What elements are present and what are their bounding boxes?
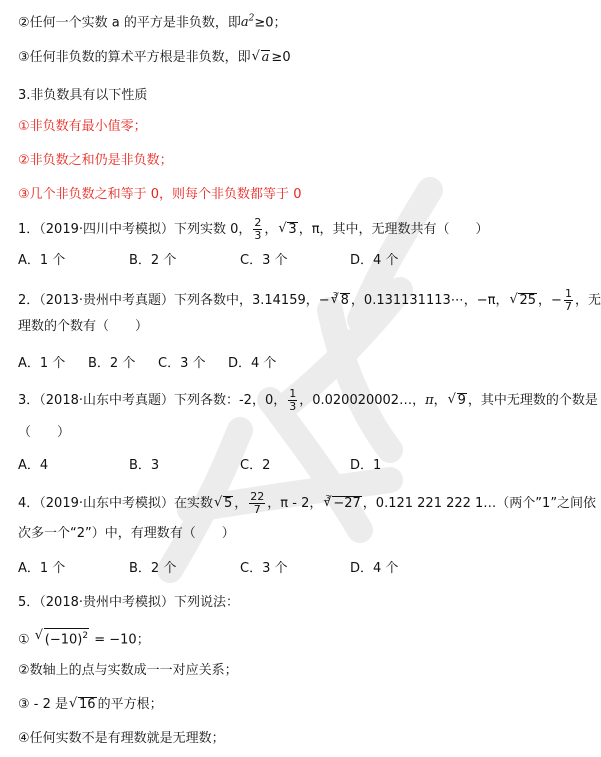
option-a[interactable]: A．4 — [18, 458, 49, 473]
stem-text: 1．（2019·四川中考模拟）下列实数 0， — [18, 222, 252, 237]
fraction: $\frac{22}{7}$ — [250, 490, 265, 516]
option-d[interactable]: D．4 个 — [350, 253, 399, 268]
option-b[interactable]: B．2 个 — [129, 253, 177, 268]
fraction: $\frac{2}{3}$ — [254, 216, 262, 242]
sqrt: √ 16 — [69, 696, 97, 714]
question-2-stem-cont: 理数的个数有（ ） — [18, 319, 149, 334]
property-3: ③几个非负数之和等于 0，则每个非负数都等于 0 — [18, 187, 302, 202]
sqrt: √ $(-10)^2$ — [35, 628, 89, 649]
section-heading: 3.非负数具有以下性质 — [18, 88, 148, 103]
stem-text: ，π，其中，无理数共有（ ） — [298, 222, 489, 237]
stem-text: 4．（2019·山东中考模拟）在实数 — [18, 496, 213, 511]
stem-text: ，0.121 221 222 1…（两个”1”之间依 — [362, 496, 597, 511]
option-a[interactable]: A．1 个 — [18, 356, 66, 371]
option-b[interactable]: B．2 个 — [88, 356, 136, 371]
question-2-stem — [18, 288, 601, 313]
sqrt: √ 9 — [448, 392, 467, 410]
question-5-stem: 5．（2018·贵州中考模拟）下列说法： — [18, 595, 239, 610]
line-text: ③任何非负数的算术平方根是非负数，即 — [18, 50, 251, 65]
option-c[interactable]: C．3 个 — [240, 561, 288, 576]
stem-text: ，− — [538, 293, 562, 308]
line-text: ≥0； — [254, 15, 287, 31]
statement-text: = −10； — [90, 632, 150, 648]
option-b[interactable]: B．3 — [129, 458, 160, 473]
question-3-stem-cont: （ ） — [18, 425, 71, 440]
question-4-stem-cont: 次多一个“2”）中，有理数有（ ） — [18, 526, 235, 541]
line-text: ②任何一个实数 a 的平方是非负数，即 — [18, 15, 241, 31]
statement-label: ① — [18, 632, 30, 648]
property-2: ②非负数之和仍是非负数； — [18, 153, 173, 168]
statement-text: 的平方根； — [97, 697, 163, 712]
stem-text: 3．（2018·山东中考真题）下列各数：-2，0， — [18, 393, 287, 408]
question-3-stem: 3．（2018·山东中考真题）下列各数：-2，0， $\frac{1}{3}$ ，0.020020002…，π，√ 9 ，其中无理数的个数是 — [18, 388, 598, 413]
sqrt: √ 3 — [278, 221, 297, 239]
property-1: ①非负数有最小值零； — [18, 119, 147, 134]
property-line-3 — [18, 49, 291, 67]
sqrt: √ 5 — [214, 495, 233, 513]
stem-text: ，0.131131113⋯，−π， — [350, 293, 509, 308]
statement-4: ④任何实数不是有理数就是无理数； — [18, 731, 225, 746]
option-b[interactable]: B．2 个 — [129, 561, 177, 576]
option-c[interactable]: C．3 个 — [240, 253, 288, 268]
pi-symbol: π — [425, 393, 434, 408]
question-4-stem: 4．（2019·山东中考模拟）在实数√ 5 ， $\frac{22}{7}$ ，π - 2， √ 3 −27 ，0.121 221 222 1…（两个”1”之间依 — [18, 491, 596, 516]
stem-text: ，π - 2， — [267, 496, 323, 511]
statement-3 — [18, 696, 163, 714]
option-d[interactable]: D．1 — [350, 458, 382, 473]
fraction: $\frac{1}{7}$ — [564, 287, 572, 313]
statement-2: ②数轴上的点与实数成一一对应关系； — [18, 663, 238, 678]
sqrt: √ 25 — [509, 292, 537, 310]
cube-root: √ 3 −27 — [323, 495, 361, 513]
question-1-stem: 1．（2019·四川中考模拟）下列实数 0， $\frac{2}{3}$ ，√ 3 ，π，其中，无理数共有（ ） — [18, 217, 489, 242]
option-a[interactable]: A．1 个 — [18, 253, 66, 268]
sqrt-a: √ a — [252, 49, 271, 67]
stem-text: ，无 — [574, 293, 601, 308]
option-d[interactable]: D．4 个 — [350, 561, 399, 576]
stem-text: 2．（2013·贵州中考真题）下列各数中，3.14159，− — [18, 293, 330, 308]
statement-text: ③ - 2 是 — [18, 697, 69, 712]
property-line-2 — [18, 10, 287, 32]
option-c[interactable]: C．2 — [240, 458, 271, 473]
cube-root: √ 3 8 — [331, 292, 350, 310]
fraction: $\frac{1}{3}$ — [289, 387, 297, 413]
option-a[interactable]: A．1 个 — [18, 561, 66, 576]
option-d[interactable]: D．4 个 — [228, 356, 277, 371]
stem-text: ，其中无理数的个数是 — [467, 393, 598, 408]
line-text: ≥0 — [271, 50, 291, 65]
stem-text: ，0.020020002…， — [299, 393, 426, 408]
math-a-squared: $a^2$ — [240, 14, 255, 31]
option-c[interactable]: C．3 个 — [158, 356, 206, 371]
statement-1 — [18, 628, 150, 649]
